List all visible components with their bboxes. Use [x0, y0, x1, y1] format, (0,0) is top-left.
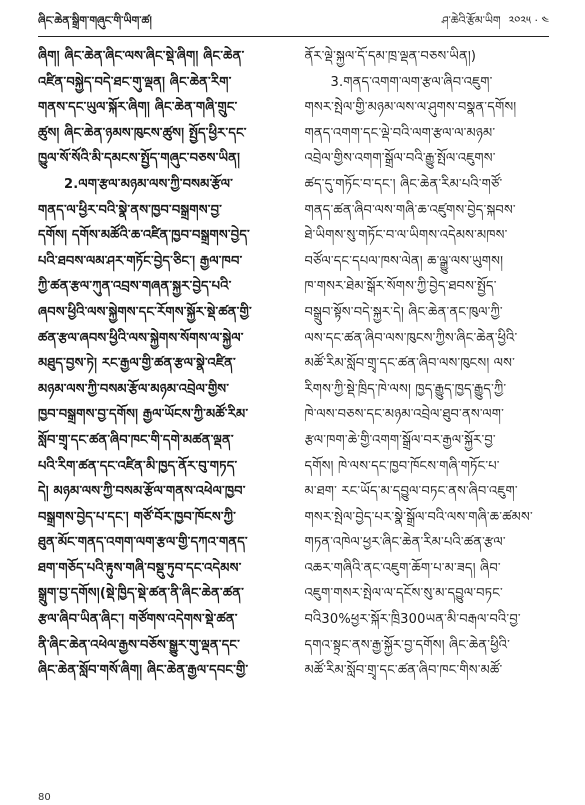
text-line: མཚོ་རིམ་སློབ་གྲྭ་དང་ཚན་ཞིབ་ཁང་གིས་མཚོ་: [304, 663, 503, 679]
text-line: ཁྱབ་བསྒྲགས་བྱ་དགོས། རྒྱལ་ཡོངས་ཀྱི་མཚོ་རིམ་: [38, 407, 249, 423]
text-line: མཐུད་བྱས་ཏེ། རང་རྒྱལ་གྱི་ཚན་རྩལ་སྣེ་འཛིན་: [38, 356, 236, 372]
text-line: 2.ལག་རྩལ་མཉམ་ལས་ཀྱི་བསམ་རྩོལ་: [64, 176, 234, 192]
text-line: མ་ཐག་ རང་ཡོད་མ་དབྱུལ་བཏང་ནས་ཞིབ་འཇུག་: [304, 484, 518, 500]
text-line: 3.གནད་འགག་ལག་རྩལ་ཞིབ་འཇུག་: [330, 74, 493, 90]
text-line: གསར་སྤེལ་གྱི་མཉམ་ལས་ལ་ཤུགས་བསྣན་དགོས།: [304, 100, 517, 116]
text-line: གནས་དང་ཡུལ་སྐོར་ཞིག། ཞིང་ཆེན་གཞི་གྲུང་: [38, 100, 238, 116]
text-line: ཐུན་མོང་གནད་འགག་ལག་རྩལ་གྱི་དཀའ་གནད་: [38, 535, 248, 551]
text-line: ཁྱུལ་སོ་སོའི་མི་དམངས་སྤྱོད་གཞུང་བཅས་ཡིན།: [38, 151, 241, 167]
text-line: ཁེ་ལས་བཅས་དང་མཉམ་འབྲེལ་ཐུབ་ནས་ལག་: [304, 407, 505, 423]
text-line: འབྲེལ་གྱིས་འགག་སྒྲོལ་བའི་རྒྱུ་སྤོལ་འཇུགས་: [304, 151, 496, 167]
text-line: གནད་ལ་ཕྱིར་བའི་སྣེ་ནས་ཁྱབ་བསྒྲགས་བྱ་: [38, 202, 223, 218]
text-line: ནི་ཞིང་ཆེན་འཕེལ་རྒྱས་བཅོས་སྒྱུར་གུ་ལྡན་དང་: [38, 637, 241, 653]
text-line: སློབ་གྲྭ་དང་ཚན་ཞིབ་ཁང་གི་དགེ་མཚན་ལྡན་: [38, 432, 234, 448]
text-line: ཐག་གཅོད་པའི་རྟུས་གཞི་བསྡུ་ཏུབ་དང་འདེམས་: [38, 560, 242, 576]
page-header: [38, 10, 549, 36]
text-line: བཙོལ་དང་དཔལ་ཁས་ལེན། ཆ་ལྒྱུ་ལས་ཡུགས།: [304, 253, 504, 269]
text-line: གནད་འགག་དང་ལྡེ་བའི་ལག་རྩལ་ལ་མཉམ་: [304, 125, 496, 141]
text-line: བའི30%ཕྱར་སྐོར་ཁྲི300ཡན་མི་བརྒལ་བའི་བྱ་: [304, 612, 521, 628]
text-line: དགོས། དགོས་མཚོའི་ཆ་འཛིན་ཁྱབ་བསྒྲགས་བྱེད་: [38, 228, 250, 244]
text-line: ཞབས་ཕྱིའི་ལས་སྐྱེགས་དང་རོགས་སྐྱོར་སྡེ་ཚན་གྱི་: [38, 304, 252, 320]
page-footer-number: 80: [38, 792, 51, 803]
left-column: [38, 44, 283, 785]
text-line: ལས་དང་ཚན་ཞིབ་ལས་ཁུངས་ཀྱིས་ཞིང་ཆེན་ཕྱིའི་: [304, 330, 518, 346]
text-line: མཉམ་ལས་ཀྱི་བསམ་རྩོལ་མཉམ་འབྲེལ་གྱིས་: [38, 381, 230, 397]
header-rule: [38, 36, 549, 37]
text-line: ཚད་དུ་གཏོང་བ་དང་། ཞིང་ཆེན་རིམ་པའི་གཙོ་: [304, 176, 503, 192]
text-line: བསྒྲུབ་སྟོས་བདེ་སྐྱར་དེ། ཞིང་ཆེན་ནང་ཁུལ་ཀྱི་: [304, 304, 503, 320]
text-line: འཇུག་གསར་སྤེལ་ལ་དངོས་སུ་མ་དབྱུལ་བཏང་: [304, 586, 503, 602]
text-line: ཚན་རྩལ་ཞབས་ཕྱིའི་ལས་སྐྱེགས་སོགས་ལ་སྐྱེལ་: [38, 330, 244, 346]
text-line: པའི་ཐབས་ལམ་ཤར་གཏོང་བྱེད་ཅིང་། རྒྱལ་ཁབ་: [38, 253, 243, 269]
text-line: འཛིན་བསྐྱེད་བདེ་ཐང་གུ་ལྡན། ཞིང་ཆེན་རིག་: [38, 74, 232, 90]
text-line: དེ། མཉམ་ལས་ཀྱི་བསམ་རྩོལ་གནས་འཕེལ་ཁྱབ་: [38, 484, 246, 500]
text-line: ཀྱི་ཚན་རྩལ་ཀུན་འབྲས་གཞན་སྐྱར་བྱེད་པའི་: [38, 279, 232, 295]
text-line: པའི་རིག་ཚན་དང་འཛིན་མི་ཁྱད་ནོར་བུ་གཏད་: [38, 458, 238, 474]
issue-number: ༢༠༢༥ · ༤: [508, 13, 549, 27]
text-line: བསྒྲགས་བྱེད་པ་དང་། གཙོ་བོར་ཁྱབ་ཁོངས་ཀྱི་: [38, 509, 237, 525]
issue-info: [442, 8, 549, 39]
text-line: གསར་སྤེལ་བྱེད་པར་སྣེ་སྒྲོལ་བའི་ལས་གཞི་ཆ་ཚམས་: [304, 509, 533, 525]
text-line: གཏན་འཁེལ་ཕྱར་ཞིང་ཆེན་རིམ་པའི་ཚན་རྩལ་: [304, 535, 506, 551]
section-title: ཤ་ཆེའི་རྩོམ་ཡིག: [441, 13, 501, 27]
text-line: གནད་ཚན་ཞིབ་ལས་གཞི་ཆ་འཛུགས་བྱེད་སྐབས་: [304, 202, 516, 218]
text-line: དགའ་སྟྲང་ནས་རྒྱ་སྐྱོར་བྱ་དགོས། ཞིང་ཆེན་ཕྱིའི་: [304, 637, 511, 653]
text-line: རྩལ་ཁག་ཆེ་གྱི་འགག་སྒྲོལ་བར་རྒྱལ་སྐྱོར་བྱ་: [304, 432, 496, 448]
journal-title: ཞིང་ཆེན་སྒྲིག་གཞུང་གི་ཡིག་ཚ།: [38, 13, 152, 27]
text-line: རྩལ་ཞིབ་ཡིན་ཞིང་། གཙོགས་འདེགས་སྡེ་ཚན་: [38, 612, 238, 628]
text-line: འཆར་གཞིའི་ནང་འཇུག་ཆོག་པ་མ་ཟད། ཞིབ་: [304, 560, 501, 576]
text-line: རིགས་ཀྱི་སྡེ་ཁྲིད་ཁེ་ལས། ཁྱད་རྒྱུད་ཁྱད་རྒྱུད་ཀྱི་: [304, 381, 507, 397]
right-column: [305, 44, 550, 785]
text-line: ནོར་ལྡེ་སྐྱལ་དོ་དམ་ཁྲ་ལྡན་བཅས་ཡིན།): [304, 49, 477, 64]
article-body: [38, 44, 549, 785]
text-line: ཞིང་ཆེན་སློབ་གསོ་ཞིག། ཞིང་ཆེན་རྒྱལ་དབང་གྱི་: [38, 663, 249, 679]
text-line: ཚུས། ཞིང་ཆེན་ཉམས་ཁུངས་ཚུས། སྤྱོད་ཕྱིར་དང་: [38, 125, 247, 141]
text-line: ཁ་གསར་ཐེམ་སྒོར་སོགས་ཀྱི་བྱེད་ཐབས་སྤྱོད་: [304, 279, 497, 295]
text-line: སྒྲུག་བྱ་དགོས།(སྡེ་ཁྱིད་སྡེ་ཚན་ནི་ཞིང་ཆེན་ཚན་: [38, 586, 245, 602]
text-line: ཞིག། ཞིང་ཆེན་ཞིང་ལས་ཞིང་སྡེ་ཞིག། ཞིང་ཆེན་: [38, 49, 245, 64]
text-line: མཚོ་རིམ་སློབ་གྲྭ་དང་ཚན་ཞིབ་ལས་ཁུངས། ལས་: [304, 356, 516, 372]
text-line: དགོས། ཁེ་ལས་དང་ཁྱབ་ཁོངས་གཞི་གཏོང་པ་: [304, 458, 500, 474]
text-line: ཐེ་ཡིགས་སུ་གཏོང་བ་ལ་ཡིགས་འདེམས་མཁས་: [304, 228, 508, 244]
